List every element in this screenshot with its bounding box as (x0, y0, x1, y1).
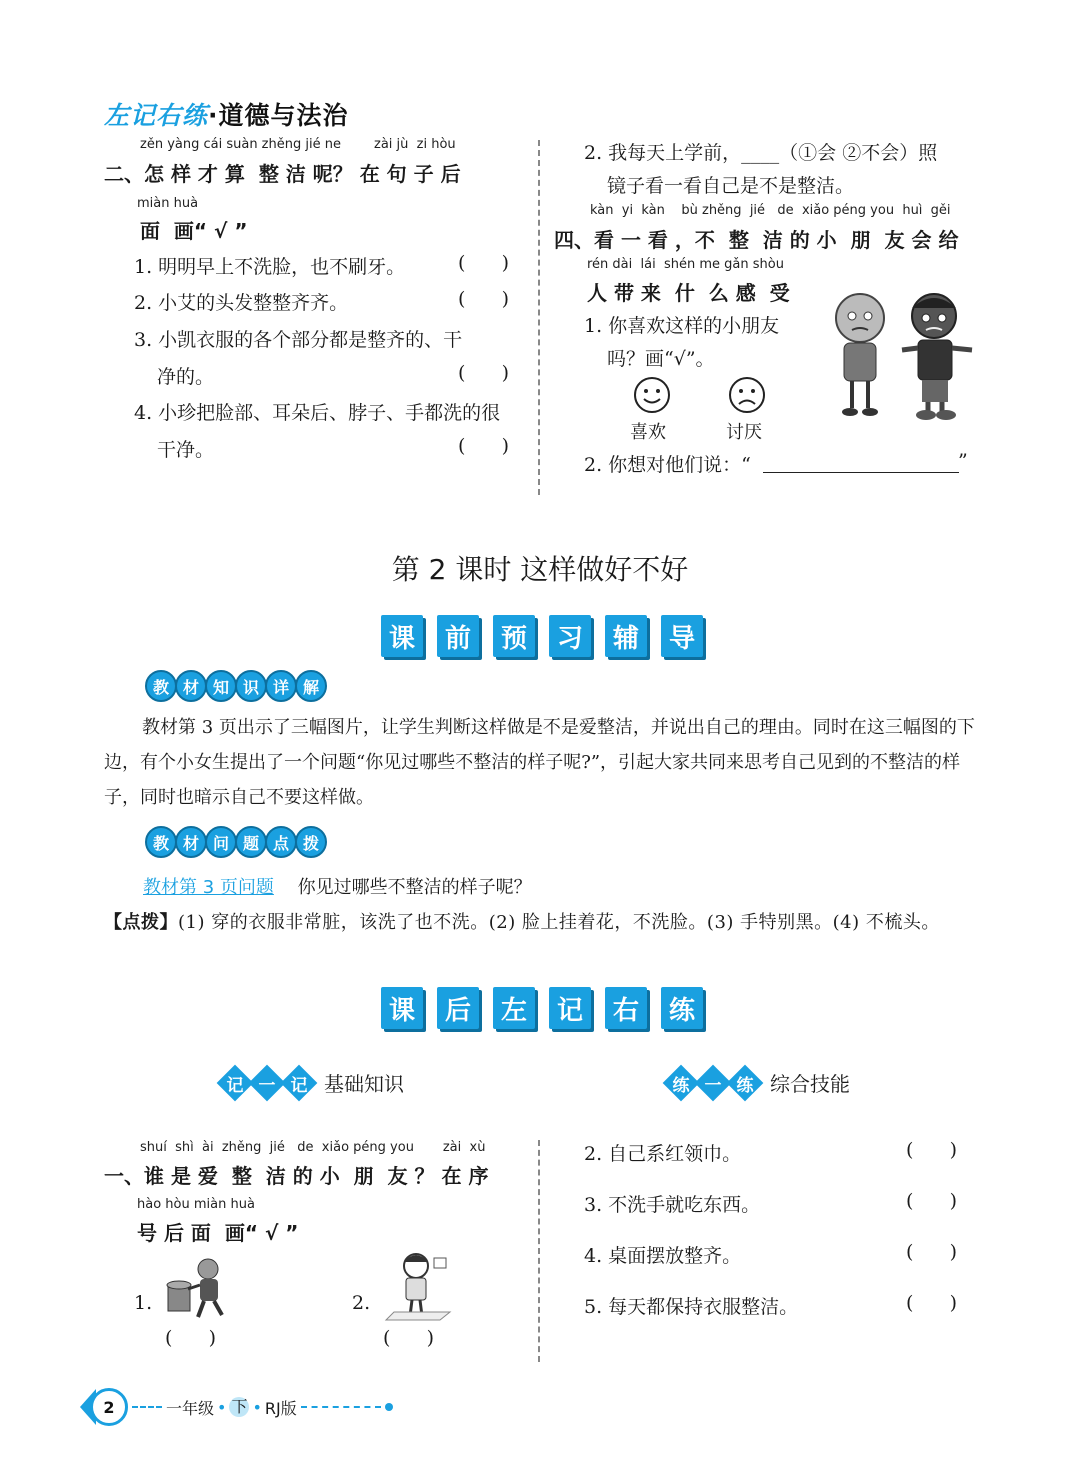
q1-title-2: 号 后 面 画“ √ ” (137, 1221, 299, 1245)
q3-line-2: 镜子看一看自己是不是整洁。 (607, 175, 855, 197)
right-item-5: 5. 每天都保持衣服整洁。 (584, 1296, 799, 1318)
right-answer-3[interactable]: ( ) (906, 1190, 958, 1212)
banner-tile: 预 (493, 615, 535, 657)
q2-item-1: 1. 明明早上不洗脸，也不刷牙。 (134, 256, 406, 278)
basic-knowledge-label: 基础知识 (324, 1072, 404, 1096)
header-title (104, 96, 349, 132)
basic-knowledge-heading (222, 1068, 404, 1097)
problem-question: 你见过哪些不整洁的样子呢？ (297, 877, 532, 898)
right-answer-5[interactable]: ( ) (906, 1292, 958, 1314)
girl-tidy-illustration (380, 1250, 462, 1325)
lesson-title: 第 2 课时 这样做好不好 (391, 553, 689, 586)
heading-diamond: 练 (727, 1064, 764, 1101)
q2-item-4a: 4. 小珍把脸部、耳朵后、脖子、手都洗的很 (134, 402, 501, 424)
label-char: 题 (235, 826, 267, 858)
q2-pinyin-1: zěn yàng cái suàn zhěng jié ne zài jù zi hòu (140, 137, 456, 152)
banner-tile: 练 (661, 987, 703, 1029)
knowledge-label (145, 670, 325, 702)
footer-dot: • (217, 1397, 227, 1417)
label-char: 识 (235, 670, 267, 702)
untidy-children-illustration (822, 288, 982, 423)
q2-item-3a: 3. 小凯衣服的各个部分都是整齐的、干 (134, 329, 463, 351)
header-separator: · (208, 101, 219, 130)
footer (80, 1388, 393, 1426)
heading-diamond: 一 (249, 1064, 286, 1101)
brand-name: 左记右练 (104, 101, 209, 130)
label-char: 知 (205, 670, 237, 702)
footer-end-dot (385, 1403, 393, 1411)
q4-pinyin-2: rén dài lái shén me gǎn shòu (587, 257, 784, 272)
q2-item-3b: 净的。 (157, 366, 215, 388)
label-char: 解 (295, 670, 327, 702)
practice-banner (381, 987, 703, 1029)
q2-item-2: 2. 小艾的头发整整齐齐。 (134, 292, 349, 314)
right-item-2: 2. 自己系红领巾。 (584, 1143, 742, 1165)
q1-title-1: 一、谁 是 爱 整 洁 的 小 朋 友 ？ 在 序 (104, 1164, 489, 1188)
q4-title-2: 人 带 来 什 么 感 受 (587, 281, 790, 305)
q2-answer-1[interactable]: ( ) (458, 252, 510, 274)
q4-item-1a: 1. 你喜欢这样的小朋友 (584, 315, 780, 337)
problem-link[interactable]: 教材第 3 页问题 (143, 877, 274, 898)
banner-tile: 课 (381, 987, 423, 1029)
q4-item-2-close-quote: ” (958, 450, 968, 472)
page-number: 2 (90, 1388, 128, 1426)
skills-label: 综合技能 (770, 1072, 850, 1096)
right-answer-2[interactable]: ( ) (906, 1139, 958, 1161)
q1-option-2-number: 2. (352, 1292, 371, 1314)
footer-dot: • (252, 1397, 262, 1417)
footer-dash (301, 1406, 381, 1408)
knowledge-paragraph: 教材第 3 页出示了三幅图片，让学生判断这样做是不是爱整洁，并说出自己的理由。同时在这三幅图的下边，有个小女生提出了一个问题“你见过哪些不整洁的样子呢?”，引起大家共同来思考自己见到的不整洁的样子，同时也暗示自己不要这样做。 (104, 717, 975, 808)
q4-item-2: 2. 你想对他们说：“ (584, 454, 751, 476)
footer-dash (132, 1406, 162, 1408)
q4-answer-line[interactable] (763, 472, 959, 473)
column-divider-bottom (538, 1140, 540, 1362)
banner-tile: 导 (661, 615, 703, 657)
q2-item-4b: 干净。 (157, 439, 215, 461)
right-item-3: 3. 不洗手就吃东西。 (584, 1194, 761, 1216)
banner-tile: 前 (437, 615, 479, 657)
q1-pinyin-2: hào hòu miàn huà (137, 1197, 255, 1212)
hint-label: 【点拨】 (104, 912, 178, 933)
label-char: 拨 (295, 826, 327, 858)
banner-tile: 右 (605, 987, 647, 1029)
footer-grade: 一年级 (166, 1398, 215, 1418)
banner-tile: 后 (437, 987, 479, 1029)
label-char: 材 (175, 826, 207, 858)
label-char: 详 (265, 670, 297, 702)
q4-pinyin-1: kàn yi kàn bù zhěng jié de xiǎo péng you huì gěi (590, 203, 951, 218)
banner-tile: 左 (493, 987, 535, 1029)
right-item-4: 4. 桌面摆放整齐。 (584, 1245, 742, 1267)
q2-answer-3[interactable]: ( ) (458, 362, 510, 384)
banner-tile: 课 (381, 615, 423, 657)
banner-tile: 记 (549, 987, 591, 1029)
sad-face-icon[interactable] (727, 375, 767, 415)
q2-pinyin-2: miàn huà (137, 196, 199, 211)
label-char: 教 (145, 670, 177, 702)
q1-pinyin-1: shuí shì ài zhěng jié de xiǎo péng you zài xù (140, 1140, 486, 1155)
banner-tile: 辅 (605, 615, 647, 657)
q4-item-1b: 吗？画“√”。 (607, 348, 715, 370)
boy-eating-illustration (160, 1255, 240, 1323)
hint-paragraph (104, 905, 976, 941)
dislike-label: 讨厌 (726, 422, 762, 443)
footer-term: 下 (231, 1397, 248, 1416)
banner-tile: 习 (549, 615, 591, 657)
footer-edition: RJ版 (264, 1398, 297, 1418)
problem-label (145, 826, 325, 858)
smile-face-icon[interactable] (632, 375, 672, 415)
q2-answer-4[interactable]: ( ) (458, 435, 510, 457)
label-char: 问 (205, 826, 237, 858)
subject-name: 道德与法治 (218, 101, 349, 130)
q2-answer-2[interactable]: ( ) (458, 288, 510, 310)
right-answer-4[interactable]: ( ) (906, 1241, 958, 1263)
heading-diamond: 记 (281, 1064, 318, 1101)
q1-answer-2[interactable]: ( ) (383, 1327, 435, 1349)
q2-title-1: 二、怎 样 才 算 整 洁 呢？ 在 句 子 后 (104, 162, 461, 186)
q1-option-1-number: 1. (134, 1292, 153, 1314)
label-char: 点 (265, 826, 297, 858)
like-label: 喜欢 (630, 422, 666, 443)
heading-diamond: 一 (695, 1064, 732, 1101)
q1-answer-1[interactable]: ( ) (165, 1327, 217, 1349)
label-char: 教 (145, 826, 177, 858)
preview-banner (381, 615, 703, 657)
q4-title-1: 四、看 一 看 ，不 整 洁 的 小 朋 友 会 给 (554, 228, 959, 252)
heading-diamond: 练 (663, 1064, 700, 1101)
heading-diamond: 记 (217, 1064, 254, 1101)
column-divider-top (538, 140, 540, 495)
q2-title-2: 面 画“ √ ” (140, 219, 248, 243)
problem-line (143, 873, 532, 899)
label-char: 材 (175, 670, 207, 702)
q3-line-1[interactable]: 2. 我每天上学前，____（①会 ②不会）照 (584, 142, 938, 164)
skills-heading (668, 1068, 850, 1097)
hint-text: (1) 穿的衣服非常脏，该洗了也不洗。(2) 脸上挂着花，不洗脸。(3) 手特别黑。(4) 不梳头。 (178, 912, 940, 933)
